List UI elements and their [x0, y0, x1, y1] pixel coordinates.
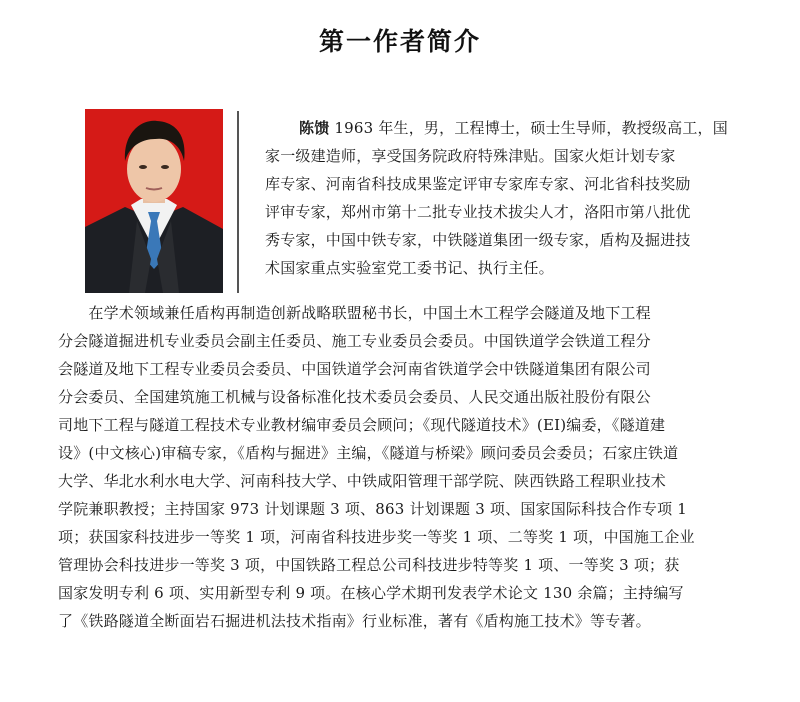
paragraph-line-1: 在学术领域兼任盾构再制造创新战略联盟秘书长，中国土木工程学会隧道及地下工程 [58, 304, 651, 322]
bio-line-3: 库专家、河南省科技成果鉴定评审专家库专家、河北省科技奖励 [265, 175, 691, 193]
bio-text: 1963 年生，男，工程博士，硕士生导师，教授级高工，国 [329, 119, 728, 137]
paragraph-line-12: 了《铁路隧道全断面岩石掘进机法技术指南》行业标准，著有《盾构施工技术》等专著。 [58, 612, 651, 630]
paragraph-line-4: 分会委员、全国建筑施工机械与设备标准化技术委员会委员、人民交通出版社股份有限公 [58, 388, 651, 406]
paragraph-line-3: 会隧道及地下工程专业委员会委员、中国铁道学会河南省铁道学会中铁隧道集团有限公司 [58, 360, 651, 378]
bio-line-6: 术国家重点实验室党工委书记、执行主任。 [265, 259, 554, 277]
bio-line-5: 秀专家，中国中铁专家，中铁隧道集团一级专家，盾构及掘进技 [265, 231, 691, 249]
author-name: 陈馈 [299, 119, 330, 137]
paragraph-line-6: 设》(中文核心)审稿专家，《盾构与掘进》主编，《隧道与桥梁》顾问委员会委员；石家庄铁道 [58, 444, 679, 462]
bio-line-2: 家一级建造师，享受国务院政府特殊津贴。国家火炬计划专家 [265, 147, 676, 165]
paragraph-line-10: 管理协会科技进步一等奖 3 项，中国铁路工程总公司科技进步特等奖 1 项、一等奖 3 项；获 [58, 556, 680, 574]
paragraph-line-7: 大学、华北水利水电大学、河南科技大学、中铁咸阳管理干部学院、陕西铁路工程职业技术 [58, 472, 667, 490]
paragraph-line-11: 国家发明专利 6 项、实用新型专利 9 项。在核心学术期刊发表学术论文 130 余篇；主持编写 [58, 584, 684, 602]
author-portrait-photo [85, 109, 223, 293]
paragraph-line-8: 学院兼职教授；主持国家 973 计划课题 3 项、863 计划课题 3 项、国家国际科技合作专项 1 [58, 500, 688, 518]
paragraph-line-2: 分会隧道掘进机专业委员会副主任委员、施工专业委员会委员。中国铁道学会铁道工程分 [58, 332, 651, 350]
paragraph-line-5: 司地下工程与隧道工程技术专业教材编审委员会顾问；《现代隧道技术》(EI)编委，《隧道建 [58, 416, 666, 434]
paragraph-line-9: 项；获国家科技进步一等奖 1 项，河南省科技进步奖一等奖 1 项、二等奖 1 项，中国施工企业 [58, 528, 695, 546]
bio-line-4: 评审专家，郑州市第十二批专业技术拔尖人才，洛阳市第八批优 [265, 203, 691, 221]
bio-line-1 [265, 118, 735, 138]
portrait-image [85, 109, 223, 293]
vertical-divider [237, 111, 239, 293]
page-title: 第一作者简介 [318, 27, 481, 56]
